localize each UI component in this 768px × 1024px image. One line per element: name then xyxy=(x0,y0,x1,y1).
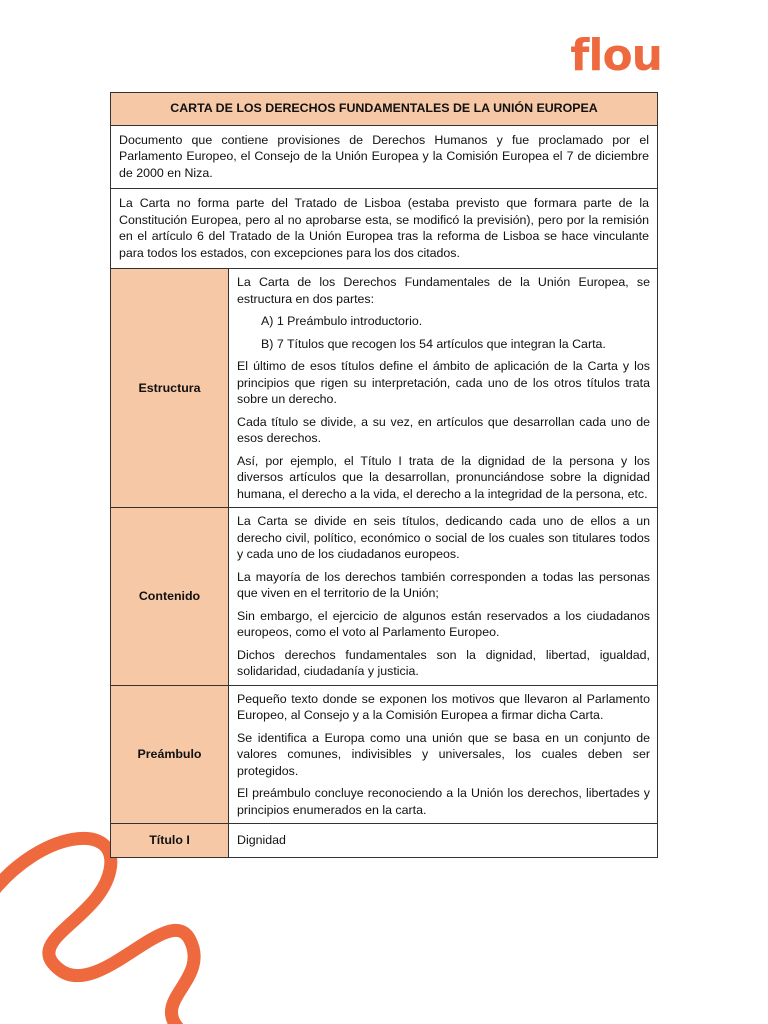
paragraph: El último de esos títulos define el ámbito de aplicación de la Carta y los principios que rigen su interpretación, cada uno de los otros títulos trata sobre un derecho. xyxy=(237,359,650,406)
intro-paragraph-2: La Carta no forma parte del Tratado de Lisboa (estaba previsto que formara parte de la Constitución Europea, pero al no aprobarse esta, se modificó la previsión), pero por la remisión en el artículo 6 del Tratado de la Unión Europea tras la reforma de Lisboa se hace vinculante para todos los estados, con excepciones para los dos citados. xyxy=(111,189,658,269)
row-label-preambulo: Preámbulo xyxy=(111,685,229,824)
row-content-preambulo xyxy=(229,685,658,824)
row-label-titulo-i: Título I xyxy=(111,824,229,858)
paragraph: Dignidad xyxy=(237,833,286,847)
paragraph: Dichos derechos fundamentales son la dignidad, libertad, igualdad, solidaridad, ciudadanía y justicia. xyxy=(237,647,650,678)
list-item: A) 1 Preámbulo introductorio. xyxy=(261,314,423,328)
flou-logo: flou xyxy=(570,30,662,81)
paragraph: Se identifica a Europa como una unión que se basa en un conjunto de valores comunes, indivisibles y universales, los cuales deben ser protegidos. xyxy=(237,730,650,778)
table-row-titulo-i xyxy=(111,824,658,858)
list-item: B) 7 Títulos que recogen los 54 artículos que integran la Carta. xyxy=(261,336,606,351)
paragraph: La mayoría de los derechos también corresponden a todas las personas que viven en el territorio de la Unión; xyxy=(237,569,650,600)
table-row-estructura xyxy=(111,269,658,508)
paragraph: El preámbulo concluye reconociendo a la Unión los derechos, libertades y principios enumerados en la carta. xyxy=(237,786,650,817)
row-content-titulo-i xyxy=(229,824,658,858)
paragraph: Pequeño texto donde se exponen los motivos que llevaron al Parlamento Europeo, al Consejo y a la Comisión Europea a firmar dicha Carta. xyxy=(237,691,650,722)
paragraph: La Carta se divide en seis títulos, dedicando cada uno de ellos a un derecho civil, político, económico o social de los cuales son titulares todos y cada uno de los ciudadanos europeos. xyxy=(237,514,650,561)
table-row-contenido xyxy=(111,508,658,686)
row-content-contenido xyxy=(229,508,658,686)
row-label-contenido: Contenido xyxy=(111,508,229,686)
paragraph: Así, por ejemplo, el Título I trata de la dignidad de la persona y los diversos artículos que la desarrollan, pronunciándose sobre la dignidad humana, el derecho a la vida, el derecho a la integridad de la persona, etc. xyxy=(237,453,650,501)
charter-table xyxy=(110,92,658,858)
paragraph: Sin embargo, el ejercicio de algunos están reservados a los ciudadanos europeos, como el voto al Parlamento Europeo. xyxy=(237,608,650,639)
table-title: CARTA DE LOS DERECHOS FUNDAMENTALES DE LA UNIÓN EUROPEA xyxy=(111,93,658,126)
table-row-preambulo xyxy=(111,685,658,824)
paragraph: La Carta de los Derechos Fundamentales de la Unión Europea, se estructura en dos partes: xyxy=(237,275,650,306)
row-label-estructura: Estructura xyxy=(111,269,229,508)
paragraph: Cada título se divide, a su vez, en artículos que desarrollan cada uno de esos derechos. xyxy=(237,414,650,445)
row-content-estructura xyxy=(229,269,658,508)
intro-paragraph-1: Documento que contiene provisiones de Derechos Humanos y fue proclamado por el Parlamento Europeo, el Consejo de la Unión Europea y la Comisión Europea el 7 de diciembre de 2000 en Niza. xyxy=(111,125,658,189)
